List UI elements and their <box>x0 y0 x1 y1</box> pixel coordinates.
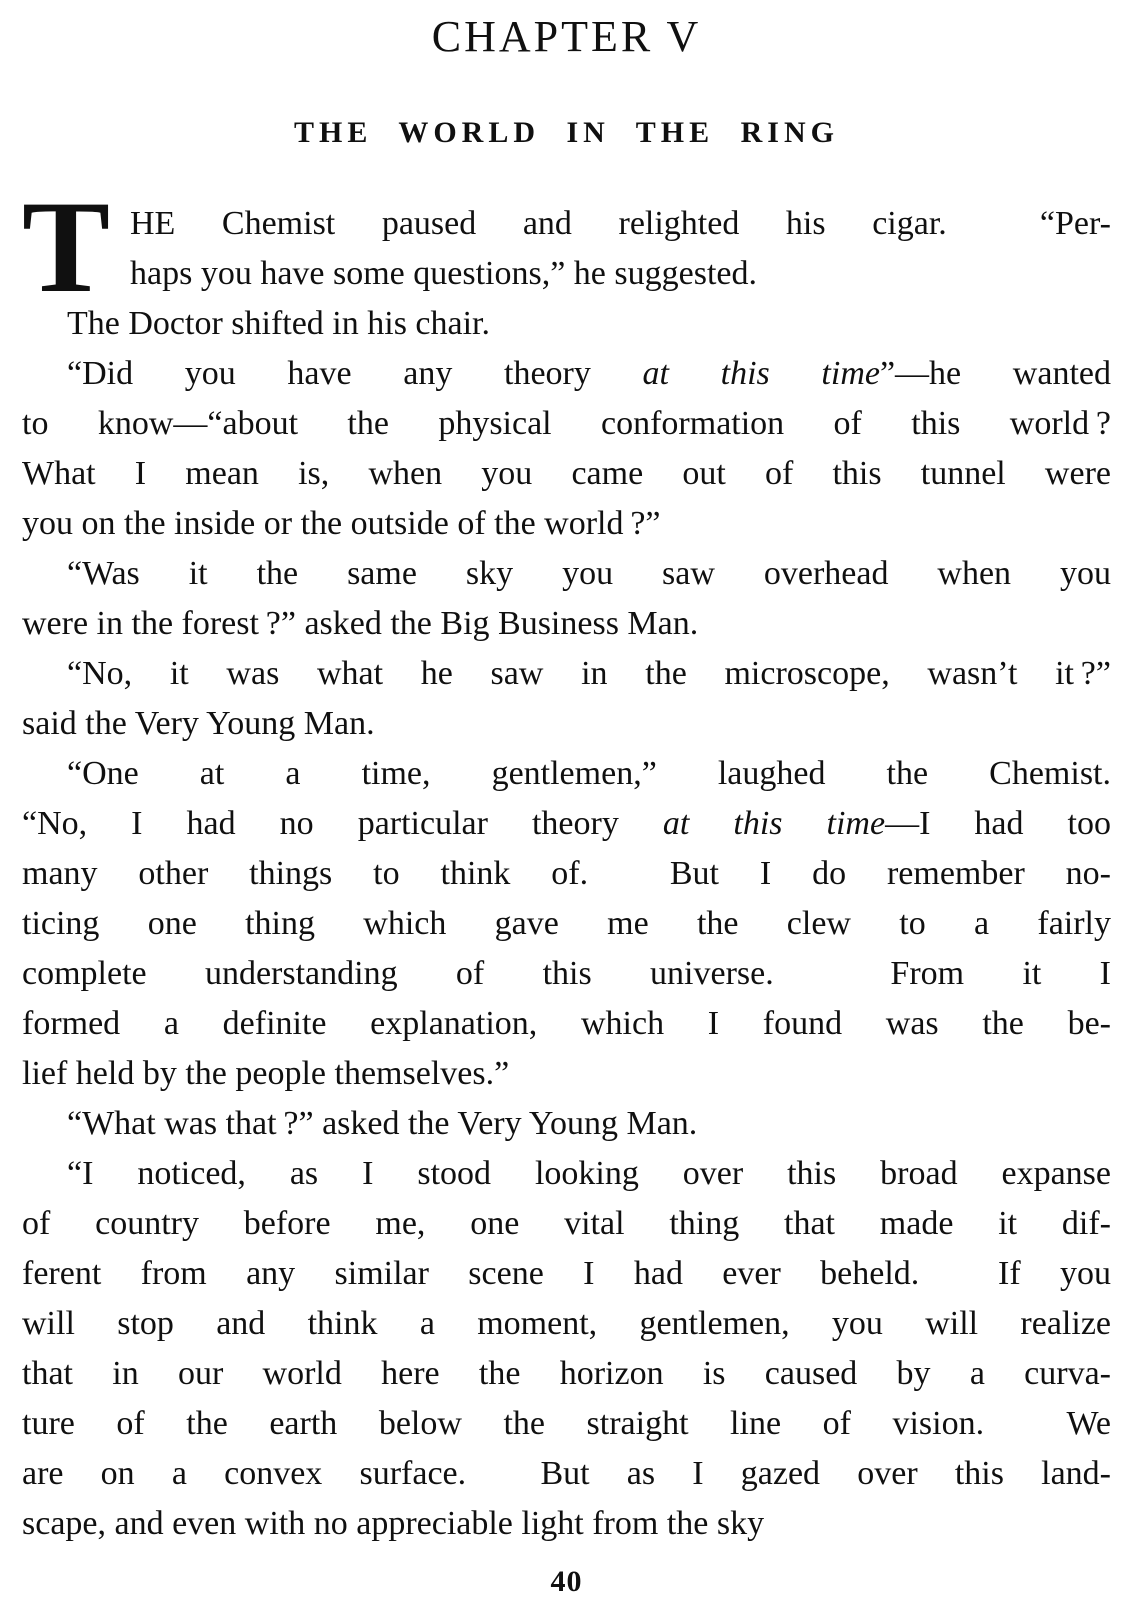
text-segment: “I noticed, as I stood looking over this broad expanse <box>67 1155 1111 1192</box>
text-segment: “One at a time, gentlemen,” laughed the Chemist. <box>67 755 1111 792</box>
body-text <box>22 173 1112 1549</box>
text-segment: were in the forest ?” asked the Big Business Man. <box>22 605 699 642</box>
text-line <box>22 349 1111 399</box>
text-segment: to know—“about the physical conformation of this world ? <box>22 405 1111 442</box>
text-line <box>22 399 1111 449</box>
text-segment: “Was it the same sky you saw overhead when you <box>67 555 1111 592</box>
text-line <box>22 999 1111 1049</box>
text-segment: ticing one thing which gave me the clew to a fairly <box>22 905 1111 942</box>
text-line <box>22 1199 1111 1249</box>
text-line <box>22 549 1111 599</box>
text-segment: complete understanding of this universe. From it I <box>22 955 1111 992</box>
text-line <box>22 849 1111 899</box>
text-line <box>22 799 1111 849</box>
text-segment: many other things to think of. But I do remember no- <box>22 855 1111 892</box>
chapter-heading: CHAPTER V <box>431 12 702 61</box>
text-segment: said the Very Young Man. <box>22 705 375 742</box>
text-segment: lief held by the people themselves.” <box>22 1055 510 1092</box>
italic-text-segment: at this time <box>662 805 886 842</box>
text-line <box>22 1249 1111 1299</box>
text-line <box>22 749 1111 799</box>
text-segment: “Did you have any theory <box>67 355 643 392</box>
text-line <box>22 1399 1111 1449</box>
text-line <box>22 599 1111 649</box>
text-line <box>22 649 1111 699</box>
text-line <box>22 1499 1111 1549</box>
text-line <box>22 1449 1111 1499</box>
text-line <box>22 1099 1111 1149</box>
text-line <box>22 249 1111 299</box>
text-segment: that in our world here the horizon is caused by a curva- <box>22 1355 1111 1392</box>
text-segment: What I mean is, when you came out of this tunnel were <box>22 455 1111 492</box>
text-segment: are on a convex surface. But as I gazed over this land- <box>22 1455 1111 1492</box>
text-line <box>22 1349 1111 1399</box>
text-segment: you on the inside or the outside of the world ?” <box>22 505 661 542</box>
text-segment: “What was that ?” asked the Very Young Man. <box>67 1105 698 1142</box>
text-segment: HE Chemist paused and relighted his cigar. “Per- <box>130 205 1111 242</box>
text-line <box>22 199 1111 249</box>
text-segment: “No, I had no particular theory <box>22 805 663 842</box>
drop-cap: T <box>22 173 111 320</box>
page-number: 40 <box>550 1565 583 1598</box>
text-segment: haps you have some questions,” he suggested. <box>130 255 757 292</box>
text-segment: The Doctor shifted in his chair. <box>67 305 491 342</box>
text-line <box>22 299 1111 349</box>
text-line <box>22 949 1111 999</box>
text-line <box>22 899 1111 949</box>
chapter-title: THE WORLD IN THE RING <box>294 116 839 149</box>
text-line <box>22 499 1111 549</box>
text-line <box>22 449 1111 499</box>
italic-text-segment: at this time <box>642 355 880 392</box>
text-segment: ture of the earth below the straight line of vision. We <box>22 1405 1111 1442</box>
text-segment: “No, it was what he saw in the microscope, wasn’t it ?” <box>67 655 1111 692</box>
text-segment: will stop and think a moment, gentlemen, you will realize <box>22 1305 1111 1342</box>
text-segment: formed a definite explanation, which I found was the be- <box>22 1005 1111 1042</box>
text-segment: ”—he wanted <box>879 355 1111 392</box>
text-line <box>22 1149 1111 1199</box>
text-line <box>22 699 1111 749</box>
text-line <box>22 1299 1111 1349</box>
text-segment: ferent from any similar scene I had ever beheld. If you <box>22 1255 1111 1292</box>
text-line <box>22 1049 1111 1099</box>
text-segment: —I had too <box>885 805 1112 842</box>
text-segment: scape, and even with no appreciable light from the sky <box>22 1505 765 1542</box>
text-segment: of country before me, one vital thing that made it dif- <box>22 1205 1111 1242</box>
